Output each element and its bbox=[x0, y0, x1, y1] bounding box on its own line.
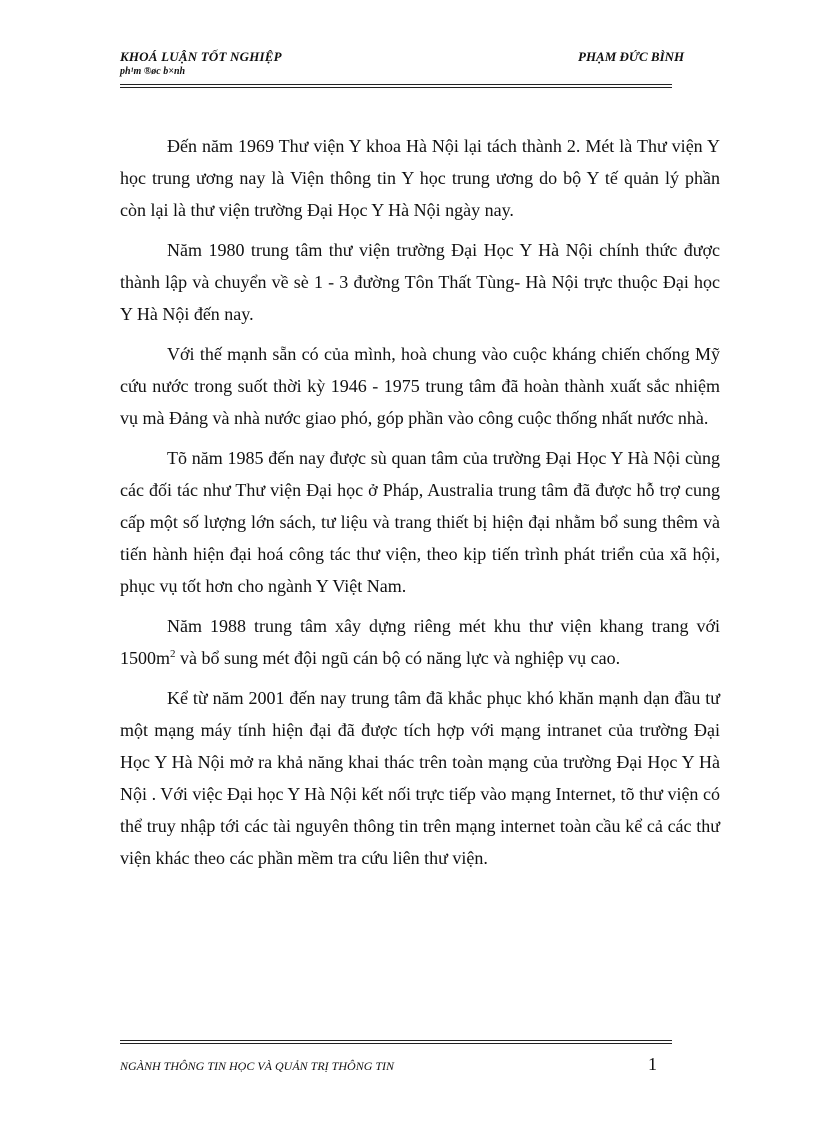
paragraph-5-text: Năm 1988 trung tâm xây dựng riêng mét khu thư viện khang trang với 1500m bbox=[120, 616, 720, 668]
paragraph-5-text-end: và bổ sung mét đội ngũ cán bộ có năng lực và nghiệp vụ cao. bbox=[175, 648, 621, 668]
paragraph-1: Đến năm 1969 Thư viện Y khoa Hà Nội lại tách thành 2. Mét là Thư viện Y học trung ương nay là Viện thông tin Y học trung ương do bộ Y tế quản lý phần còn lại là thư viện trường Đại Học Y Hà Nội ngày nay. bbox=[120, 136, 720, 220]
page-number: 1 bbox=[648, 1054, 657, 1074]
body-text bbox=[120, 130, 720, 882]
footer-department: NGÀNH THÔNG TIN HỌC VÀ QUẢN TRỊ THÔNG TIN bbox=[120, 1059, 395, 1073]
thesis-title: KHOÁ LUẬN TỐT NGHIỆP bbox=[120, 49, 282, 64]
paragraph-2: Năm 1980 trung tâm thư viện trường Đại Học Y Hà Nội chính thức được thành lập và chuyển về sè 1 - 3 đường Tôn Thất Tùng- Hà Nội trực thuộc Đại học Y Hà Nội đến nay. bbox=[120, 240, 720, 324]
author-name: PHẠM ĐỨC BÌNH bbox=[578, 49, 685, 64]
header-left bbox=[120, 49, 282, 77]
paragraph-4: Tõ năm 1985 đến nay được sù quan tâm của trường Đại Học Y Hà Nội cùng các đối tác như Thư viện Đại học ở Pháp, Australia trung tâm đã được hỗ trợ cung cấp một số lượng lớn sách, tư liệu và trang thiết bị hiện đại nhằm bổ sung thêm và tiến hành hiện đại hoá công tác thư viện, theo kịp tiến trình phát triển của xã hội, phục vụ tốt hơn cho ngành Y Việt Nam. bbox=[120, 448, 720, 596]
paragraph-5 bbox=[120, 610, 720, 674]
author-subtitle: ph¹m ®øc b×nh bbox=[120, 66, 186, 77]
paragraph-6: Kể từ năm 2001 đến nay trung tâm đã khắc phục khó khăn mạnh dạn đầu tư một mạng máy tính hiện đại đã được tích hợp với mạng intranet của trường Đại Học Y Hà Nội mở ra khả năng khai thác trên toàn mạng của trường Đại Học Y Hà Nội . Với việc Đại học Y Hà Nội kết nối trực tiếp vào mạng Internet, tõ thư viện có thể truy nhập tới các tài nguyên thông tin trên mạng internet toàn cầu kể cả các thư viện khác theo các phần mềm tra cứu liên thư viện. bbox=[120, 688, 720, 868]
header-divider bbox=[120, 84, 672, 88]
paragraph-3: Với thế mạnh sẵn có của mình, hoà chung vào cuộc kháng chiến chống Mỹ cứu nước trong suốt thời kỳ 1946 - 1975 trung tâm đã hoàn thành xuất sắc nhiệm vụ mà Đảng và nhà nước giao phó, góp phần vào công cuộc thống nhất nước nhà. bbox=[120, 344, 720, 428]
footer-divider bbox=[120, 1040, 672, 1044]
superscript-2: 2 bbox=[170, 648, 176, 660]
